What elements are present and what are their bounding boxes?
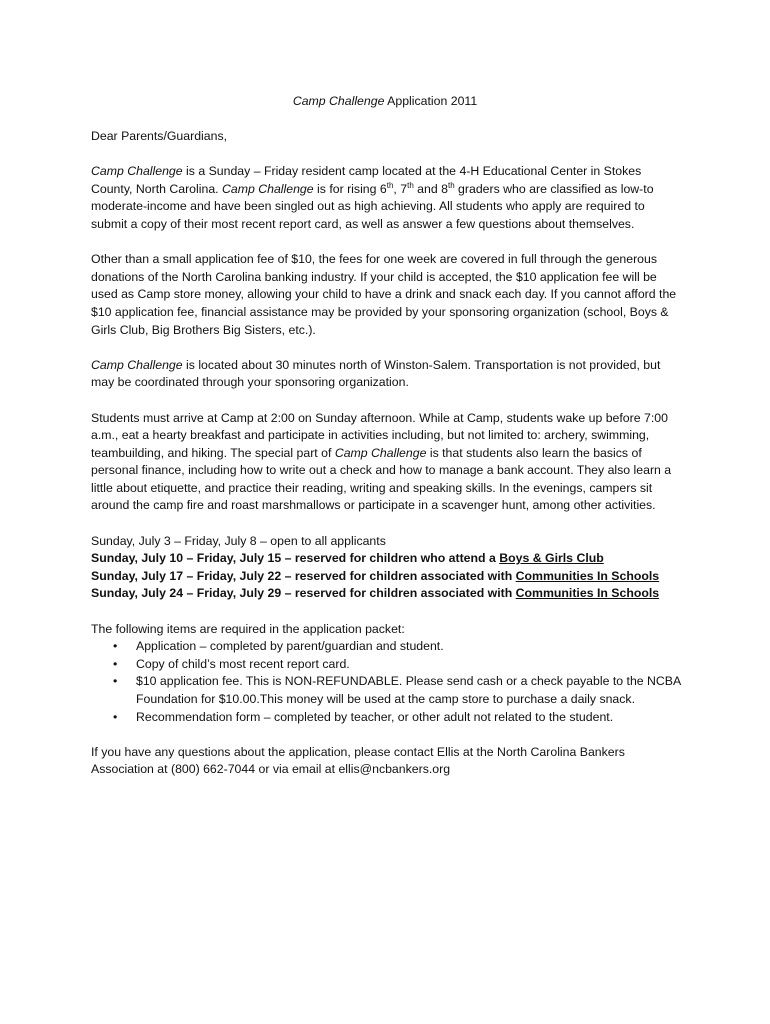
bullet-icon: • — [113, 709, 118, 724]
session-4-organization: Communities In Schools — [515, 586, 660, 601]
camp-name-emphasis: Camp Challenge — [334, 445, 427, 460]
list-item — [91, 673, 683, 708]
intro-text-part: and 8 — [413, 181, 448, 196]
bullet-icon: • — [113, 674, 118, 689]
closing-paragraph: If you have any questions about the application, please contact Ellis at the North Carolina Bankers Association at (800) 662-7044 or via email at ellis@ncbankers.org — [91, 744, 625, 777]
session-1: Sunday, July 3 – Friday, July 8 – open to all applicants — [91, 533, 386, 548]
document-title — [0, 93, 770, 111]
camp-name-emphasis: Camp Challenge — [222, 181, 314, 196]
salutation: Dear Parents/Guardians, — [91, 129, 228, 143]
activities-text-part: is that students also learn the basics of personal finance, including how to write out a check and how to manage a bank account. They also learn a little about etiquette, and practice their reading, writing and speaking skills. In the evenings, campers sit around the camp fire and roast marshmallows or participate in a scavenger hunt, among other activities. — [91, 445, 672, 513]
activities-paragraph — [91, 410, 683, 516]
session-2-text: Sunday, July 10 – Friday, July 15 – reserved for children who attend a — [91, 551, 500, 566]
intro-text-part: is a Sunday – Friday resident camp located at the 4-H Educational Center in Stokes County, North Carolina. — [91, 164, 642, 196]
session-2-organization: Boys & Girls Club — [499, 551, 604, 566]
camp-name-emphasis: Camp Challenge — [91, 357, 183, 372]
letter-body — [91, 128, 683, 797]
bullet-icon: • — [113, 656, 118, 671]
session-4-text: Sunday, July 24 – Friday, July 29 – reserved for children associated with — [91, 586, 516, 601]
list-item — [91, 656, 683, 674]
session-3 — [91, 568, 683, 586]
activities-text-part: Students must arrive at Camp at 2:00 on Sunday afternoon. While at Camp, students wake up before 7:00 a.m., eat a hearty breakfast and participate in activities including, but not limited to: archery, swimming, teambuilding, and hiking. The special part of — [91, 410, 668, 460]
title-text: Application 2011 — [384, 94, 478, 108]
session-2 — [91, 550, 683, 568]
location-paragraph — [91, 357, 683, 392]
ordinal-suffix: th — [447, 180, 455, 190]
ordinal-suffix: th — [407, 180, 414, 190]
requirements-list — [91, 638, 683, 726]
intro-text-part: is for rising 6 — [313, 181, 387, 196]
ordinal-suffix: th — [386, 180, 394, 190]
intro-paragraph — [91, 163, 683, 233]
session-3-organization: Communities In Schools — [515, 568, 660, 583]
requirement-text: Application – completed by parent/guardian and student. — [136, 639, 444, 654]
session-schedule — [91, 533, 683, 603]
location-text: is located about 30 minutes north of Winston-Salem. Transportation is not provided, but may be coordinated through your sponsoring organization. — [91, 357, 661, 390]
bullet-icon: • — [113, 639, 118, 654]
fees-paragraph: Other than a small application fee of $10, the fees for one week are covered in full through the generous donations of the North Carolina banking industry. If your child is accepted, the $10 application fee will be used as Camp store money, allowing your child to have a drink and snack each day. If you cannot afford the $10 application fee, financial assistance may be provided by your sponsoring organization (school, Boys & Girls Club, Big Brothers Big Sisters, etc.). — [91, 252, 677, 337]
session-3-text: Sunday, July 17 – Friday, July 22 – reserved for children associated with — [91, 568, 516, 583]
intro-text-part: graders who are classified as low-to moderate-income and have been singled out as high achieving. All students who apply are required to submit a copy of their most recent report card, as well as answer a few questions about themselves. — [91, 181, 654, 231]
list-item — [91, 709, 683, 727]
session-4 — [91, 585, 683, 603]
intro-text-part: , 7 — [393, 181, 408, 196]
title-camp-name: Camp Challenge — [292, 94, 385, 108]
requirements-intro: The following items are required in the application packet: — [91, 621, 405, 636]
list-item — [91, 638, 683, 656]
requirement-text: $10 application fee. This is NON-REFUNDABLE. Please send cash or a check payable to the NCBA Foundation for $10.00.This money will be used at the camp store to purchase a daily snack. — [136, 674, 681, 706]
camp-name-emphasis: Camp Challenge — [91, 164, 183, 179]
requirement-text: Copy of child’s most recent report card. — [136, 656, 350, 671]
requirement-text: Recommendation form – completed by teacher, or other adult not related to the student. — [136, 709, 614, 724]
